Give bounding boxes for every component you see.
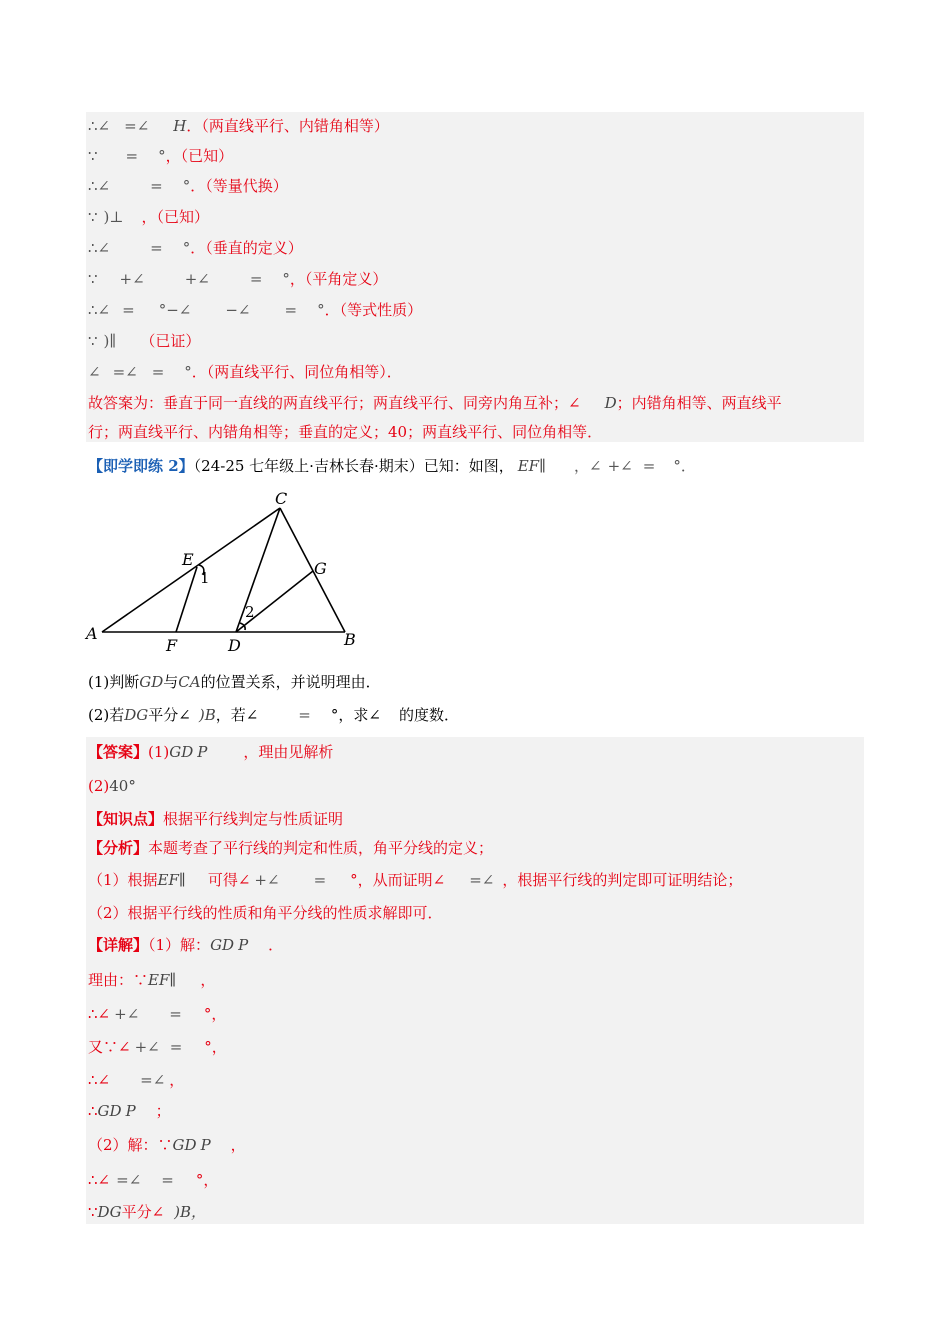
- reason-line-2: ∴∠ +∠ = °，: [88, 1005, 227, 1023]
- answer-line: 【答案】(1)GD P ，理由见解析: [88, 743, 334, 761]
- reason-line-5: ∴GD P ；: [88, 1102, 171, 1120]
- label-angle-1: 1: [200, 569, 210, 587]
- label-d: D: [228, 636, 241, 655]
- solve-line-3: ∵DG平分∠ )B，: [88, 1203, 207, 1221]
- analysis-step-2: （2）根据平行线的性质和角平分线的性质求解即可．: [88, 904, 443, 922]
- reason-line-1: 理由：∵EF∥ ，: [88, 971, 216, 989]
- proof-line-8: ∵ )∥ （已证）: [88, 332, 201, 350]
- answer-summary-line-1: 故答案为：垂直于同一直线的两直线平行；两直线平行、同旁内角互补；∠ D；内错角相等、两直线平: [88, 394, 782, 412]
- proof-line-1: ∴∠ =∠ H．（两直线平行、内错角相等）: [88, 117, 389, 135]
- solve-line-2: ∴∠ =∠ = °，: [88, 1171, 219, 1189]
- answer-line-2: (2)40°: [88, 777, 136, 795]
- reason-line-3: 又∵∠ +∠ = °，: [88, 1038, 227, 1056]
- proof-line-9: ∠ =∠ = °．（两直线平行、同位角相等）．: [88, 363, 402, 381]
- label-a: A: [86, 624, 98, 643]
- segment-ef: [176, 567, 197, 632]
- exercise-heading: 【即学即练 2】（24-25 七年级上·吉林长春·期末）已知：如图， EF∥ ，∠ +∠ = °．: [88, 457, 696, 475]
- triangle-figure: [80, 485, 370, 660]
- question-2: (2)若DG平分∠ )B，若∠ = °，求∠ 的度数．: [88, 706, 459, 724]
- knowledge-line: 【知识点】根据平行线判定与性质证明: [88, 810, 344, 828]
- proof-line-7: ∴∠ = °−∠ −∠ = °．（等式性质）: [88, 301, 423, 319]
- proof-line-3: ∴∠ = °．（等量代换）: [88, 177, 288, 195]
- question-1: (1)判断GD与CA的位置关系，并说明理由．: [88, 673, 381, 691]
- label-b: B: [344, 630, 356, 649]
- answer-summary-line-2: 行；两直线平行、内错角相等；垂直的定义；40；两直线平行、同位角相等．: [88, 423, 603, 441]
- proof-line-6: ∵ +∠ +∠ = °，（平角定义）: [88, 270, 388, 288]
- reason-line-4: ∴∠ =∠ ，: [88, 1071, 185, 1089]
- detail-line: 【详解】（1）解：GD P ．: [88, 936, 284, 954]
- analysis-step-1: （1）根据EF∥ 可得∠ +∠ = °，从而证明∠ =∠ ，根据平行线的判定即可证明结论；: [88, 871, 743, 889]
- analysis-line: 【分析】本题考查了平行线的判定和性质，角平分线的定义；: [88, 839, 494, 857]
- proof-line-4: ∵ )⊥ ，（已知）: [88, 208, 210, 226]
- label-angle-2: 2: [245, 603, 255, 621]
- label-f: F: [166, 636, 178, 655]
- proof-line-5: ∴∠ = °．（垂直的定义）: [88, 239, 303, 257]
- solve-line-1: （2）解：∵GD P ，: [88, 1136, 246, 1154]
- segment-cb: [280, 508, 345, 632]
- label-g: G: [314, 559, 327, 578]
- segment-cd: [236, 508, 280, 632]
- label-c: C: [275, 489, 288, 508]
- label-e: E: [182, 550, 194, 569]
- proof-line-2: ∵ = °，（已知）: [88, 147, 234, 165]
